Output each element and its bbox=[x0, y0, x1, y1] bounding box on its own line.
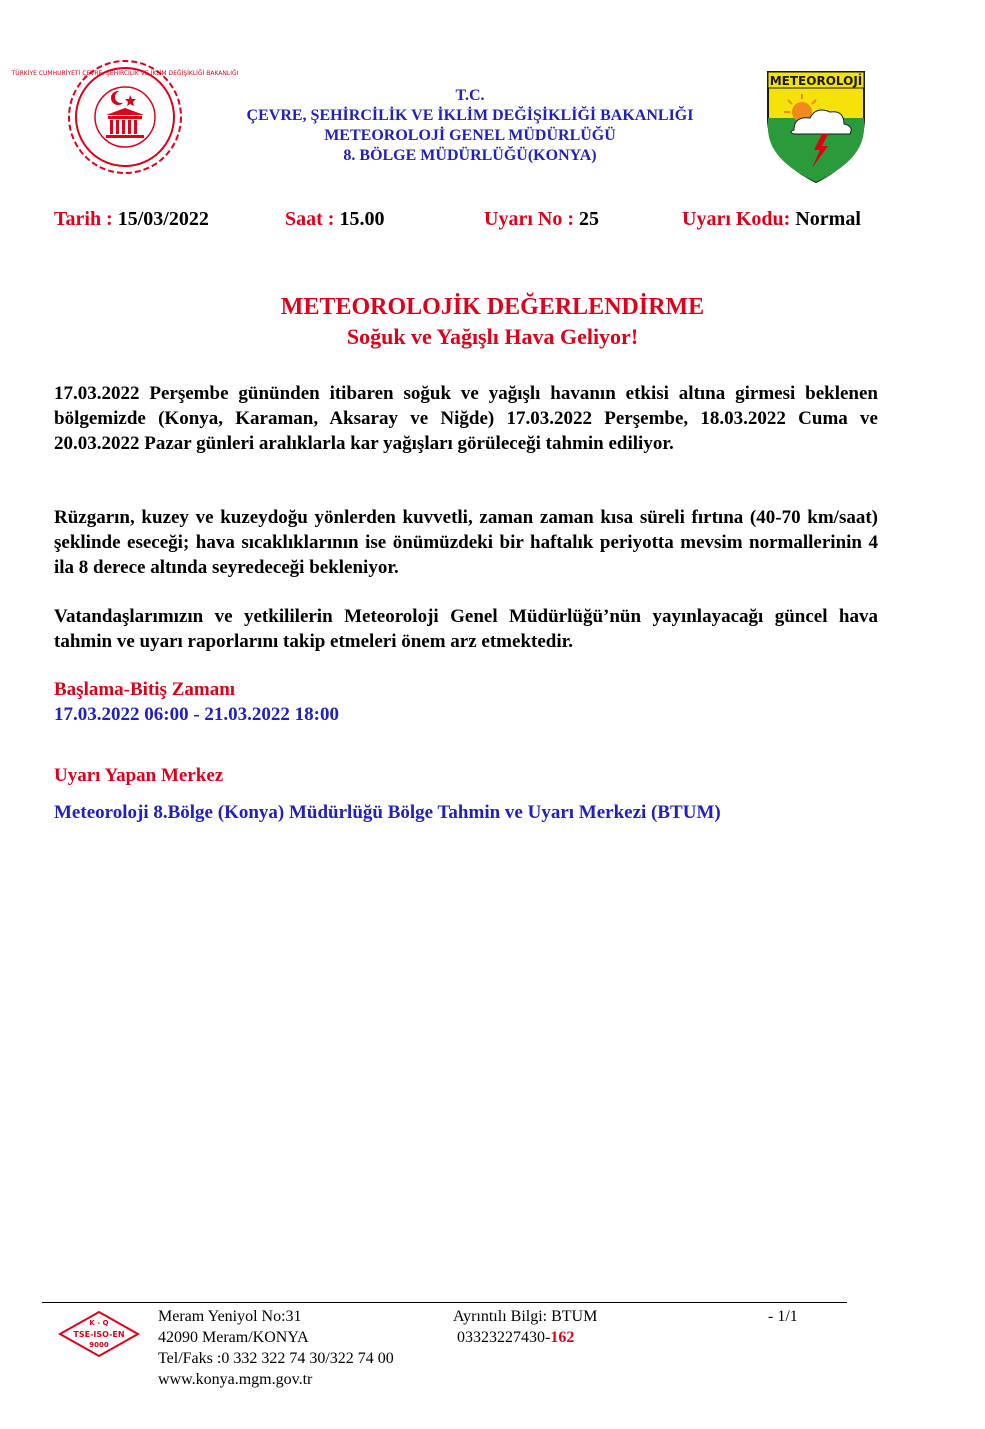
header-line-tc: T.C. bbox=[455, 87, 485, 104]
warning-code-value: Normal bbox=[795, 208, 861, 230]
header-line-region: 8. BÖLGE MÜDÜRLÜĞÜ(KONYA) bbox=[343, 147, 597, 164]
period-label: Başlama-Bitiş Zamanı bbox=[54, 679, 236, 700]
tse-certification-logo bbox=[58, 1310, 140, 1358]
time-label: Saat : bbox=[285, 208, 340, 230]
document-subtitle: Soğuk ve Yağışlı Hava Geliyor! bbox=[346, 324, 639, 349]
footer-info-label: Ayrıntılı Bilgi: BTUM bbox=[453, 1308, 598, 1325]
header-line-ministry: ÇEVRE, ŞEHİRCİLİK VE İKLİM DEĞİŞİKLİĞİ BAKANLIĞI bbox=[246, 107, 694, 124]
footer-info bbox=[453, 1306, 597, 1348]
warning-code-field bbox=[682, 208, 861, 231]
warning-no-label: Uyarı No : bbox=[484, 208, 579, 230]
center-label: Uyarı Yapan Merkez bbox=[54, 765, 224, 786]
tse-bottom-text: 9000 bbox=[89, 1341, 109, 1349]
shield-text: METEOROLOJİ bbox=[769, 74, 863, 88]
seal-text: TÜRKİYE CUMHURİYETİ ÇEVRE, ŞEHİRCİLİK VE İKLİM DEĞİŞİKLİĞİ BAKANLIĞI bbox=[11, 70, 239, 77]
document-header bbox=[195, 86, 745, 166]
warning-no-value: 25 bbox=[578, 208, 599, 230]
body-paragraph-3: Vatandaşlarımızın ve yetkililerin Meteoroloji Genel Müdürlüğü’nün yayınlayacağı güncel hava tahmin ve uyarı raporlarını takip etmeleri önem arz etmektedir. bbox=[54, 606, 878, 652]
document-title: METEOROLOJİK DEĞERLENDİRME bbox=[280, 294, 705, 320]
warning-no-field bbox=[484, 208, 599, 231]
tse-top-text: K - Q bbox=[89, 1319, 109, 1327]
time-value: 15.00 bbox=[339, 208, 385, 230]
time-field bbox=[285, 208, 384, 231]
tse-mid-text: TSE-ISO-EN bbox=[73, 1330, 125, 1339]
footer-address bbox=[158, 1306, 394, 1390]
footer-info-phone: 03323227430- bbox=[457, 1329, 551, 1346]
footer-info-phone-line bbox=[453, 1327, 597, 1348]
ministry-seal-logo bbox=[11, 58, 239, 176]
header-line-directorate: METEOROLOJİ GENEL MÜDÜRLÜĞÜ bbox=[324, 127, 616, 144]
date-value: 15/03/2022 bbox=[117, 208, 209, 230]
footer-info-ext: 162 bbox=[550, 1329, 575, 1346]
date-label: Tarih : bbox=[54, 208, 118, 230]
center-value: Meteoroloji 8.Bölge (Konya) Müdürlüğü Bölge Tahmin ve Uyarı Merkezi (BTUM) bbox=[54, 802, 721, 823]
body-paragraph-1: 17.03.2022 Perşembe gününden itibaren soğuk ve yağışlı havanın etkisi altına girmesi beklenen bölgemizde (Konya, Karaman, Aksaray ve Niğde) 17.03.2022 Perşembe, 18.03.2022 Cuma ve 20.03.2022 Pazar günleri aralıklarla kar yağışları görüleceği tahmin ediliyor. bbox=[54, 383, 878, 454]
footer-phone: Tel/Faks :0 332 322 74 30/322 74 00 bbox=[158, 1350, 394, 1367]
footer-page-number: - 1/1 bbox=[768, 1308, 798, 1325]
footer-address-line-2: 42090 Meram/KONYA bbox=[158, 1329, 309, 1346]
date-field bbox=[54, 208, 209, 231]
footer-address-line-1: Meram Yeniyol No:31 bbox=[158, 1308, 302, 1325]
warning-code-label: Uyarı Kodu: bbox=[682, 208, 796, 230]
period-value: 17.03.2022 06:00 - 21.03.2022 18:00 bbox=[54, 704, 339, 725]
body-paragraph-2: Rüzgarın, kuzey ve kuzeydoğu yönlerden kuvvetli, zaman zaman kısa süreli fırtına (40-70 km/saat) şeklinde eseceği; hava sıcaklıklarının ise önümüzdeki bir haftalık periyotta mevsim normallerinin 4 ila 8 derece altında seyredeceği bekleniyor. bbox=[54, 507, 878, 578]
footer-divider bbox=[42, 1302, 847, 1303]
footer-website[interactable]: www.konya.mgm.gov.tr bbox=[158, 1371, 313, 1388]
meteoroloji-shield-logo bbox=[764, 68, 868, 184]
